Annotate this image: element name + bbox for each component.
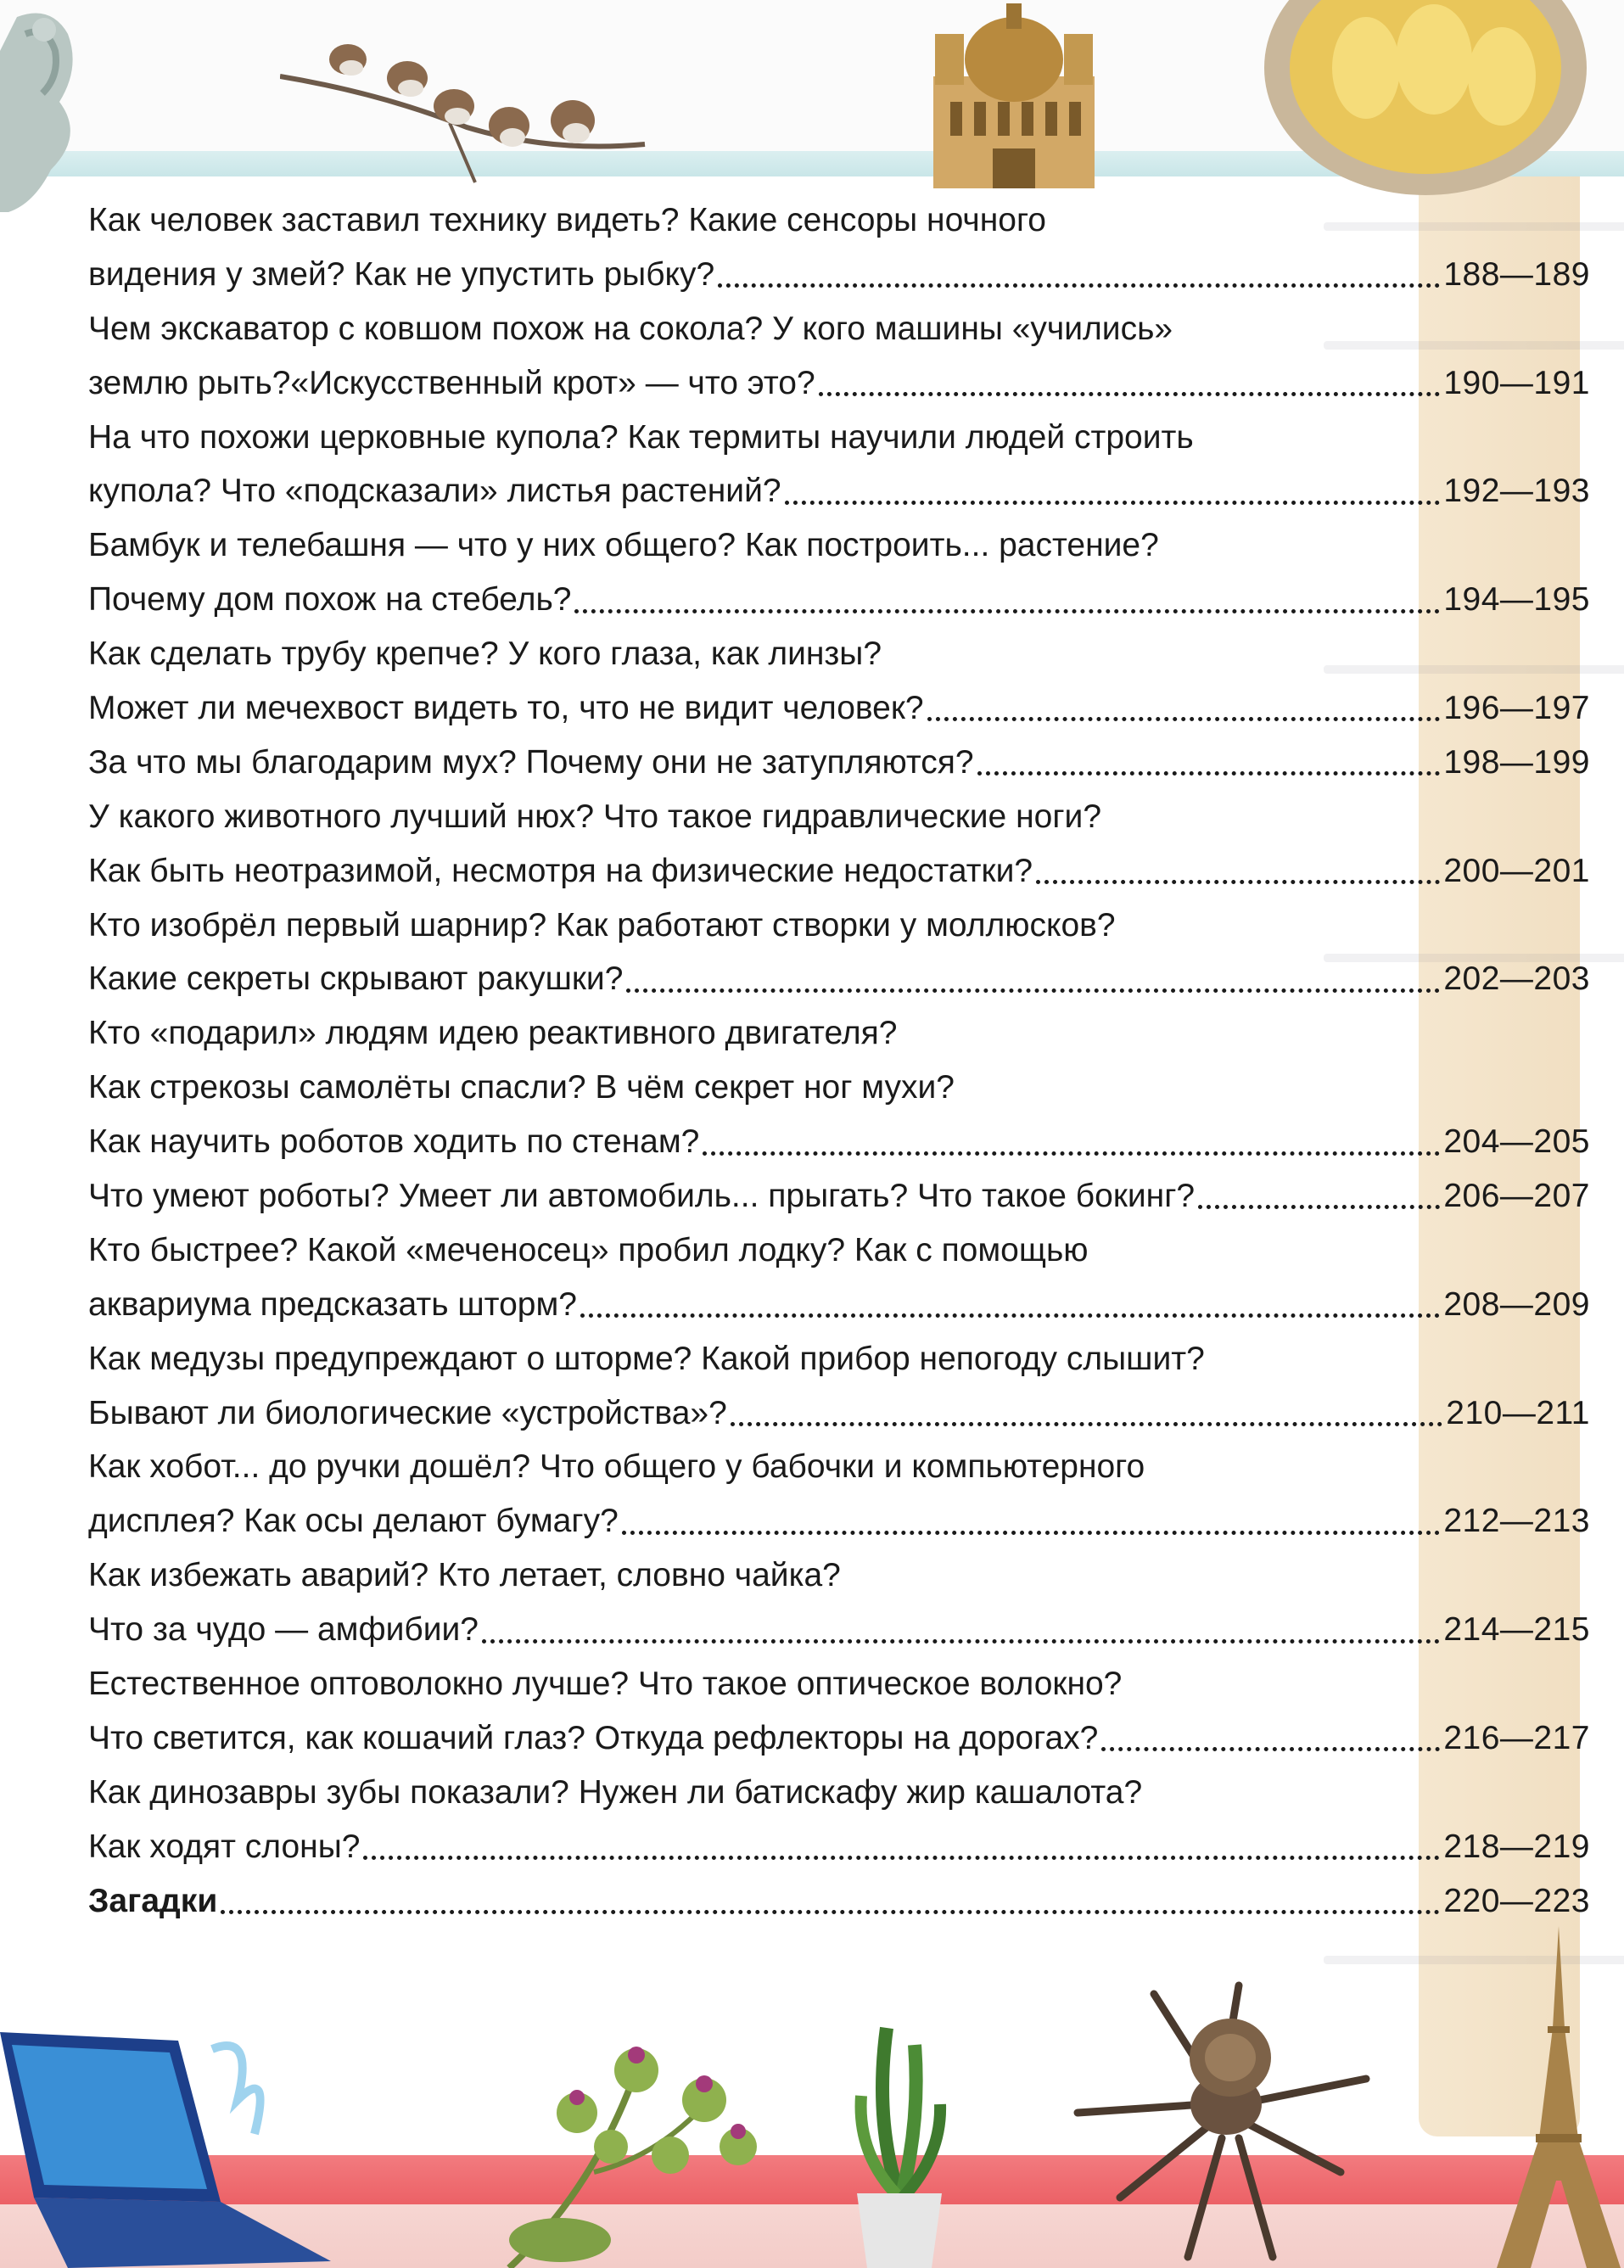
toc-entry-text: землю рыть?«Искусственный крот» — что это? bbox=[88, 364, 815, 401]
toc-entry bbox=[88, 1006, 1590, 1061]
spider-illustration bbox=[1069, 1977, 1375, 2268]
toc-entry bbox=[88, 1494, 1590, 1548]
dot-leader bbox=[785, 501, 1441, 505]
toc-entry-text: Как научить роботов ходить по стенам? bbox=[88, 1123, 700, 1161]
toc-entry bbox=[88, 518, 1590, 573]
toc-entry bbox=[88, 1820, 1590, 1874]
toc-entry bbox=[88, 1440, 1590, 1494]
toc-entry bbox=[88, 844, 1590, 899]
page-range: 194—195 bbox=[1443, 581, 1590, 619]
toc-entry bbox=[88, 1711, 1590, 1766]
toc-entry bbox=[88, 1874, 1590, 1929]
toc-entry bbox=[88, 1169, 1590, 1224]
toc-entry-text: Почему дом похож на стебель? bbox=[88, 581, 572, 619]
page-range: 206—207 bbox=[1443, 1178, 1590, 1215]
toc-entry-text: аквариума предсказать шторм? bbox=[88, 1285, 577, 1323]
toc-entry bbox=[88, 899, 1590, 953]
dot-leader bbox=[626, 988, 1440, 993]
eiffel-tower-illustration bbox=[1493, 1926, 1624, 2268]
toc-entry-text: Как хобот... до ручки дошёл? Что общего у бабочки и компьютерного bbox=[88, 1448, 1145, 1486]
toc-entry bbox=[88, 573, 1590, 627]
toc-entry-text: Естественное оптоволокно лучше? Что такое оптическое волокно? bbox=[88, 1666, 1123, 1703]
dot-leader bbox=[977, 771, 1441, 776]
page-range: 204—205 bbox=[1443, 1123, 1590, 1161]
toc-entry bbox=[88, 1224, 1590, 1278]
toc-entry-text: Кто «подарил» людям идею реактивного двигателя? bbox=[88, 1015, 898, 1052]
dot-leader bbox=[574, 609, 1440, 613]
burdock-plant-illustration bbox=[492, 2019, 772, 2268]
toc-entry-text: дисплея? Как осы делают бумагу? bbox=[88, 1503, 619, 1540]
dot-leader bbox=[703, 1151, 1440, 1156]
toc-entry bbox=[88, 627, 1590, 681]
laptop-illustration bbox=[0, 2015, 331, 2268]
sparrows-on-branch-illustration bbox=[280, 25, 653, 187]
dot-leader bbox=[221, 1910, 1440, 1914]
toc-entry bbox=[88, 1657, 1590, 1711]
dot-leader bbox=[927, 717, 1441, 721]
toc-entry-text: Какие секреты скрывают ракушки? bbox=[88, 960, 624, 998]
toc-entry-text: Как динозавры зубы показали? Нужен ли батискафу жир кашалота? bbox=[88, 1773, 1143, 1811]
page-range: 190—191 bbox=[1443, 364, 1590, 401]
page-range: 214—215 bbox=[1443, 1611, 1590, 1649]
dot-leader bbox=[482, 1639, 1440, 1644]
toc-entry bbox=[88, 790, 1590, 844]
dot-leader bbox=[622, 1531, 1441, 1535]
page-range: 192—193 bbox=[1443, 473, 1590, 510]
toc-entry bbox=[88, 356, 1590, 411]
table-of-contents bbox=[88, 193, 1590, 1929]
page-range: 200—201 bbox=[1443, 852, 1590, 889]
page-range: 188—189 bbox=[1443, 255, 1590, 293]
dot-leader bbox=[718, 283, 1440, 288]
toc-entry bbox=[88, 1603, 1590, 1657]
toc-entry-text: Бывают ли биологические «устройства»? bbox=[88, 1394, 727, 1431]
page-range: 210—211 bbox=[1446, 1394, 1590, 1431]
potted-plant-illustration bbox=[840, 2019, 959, 2268]
toc-entry bbox=[88, 248, 1590, 302]
toc-entry bbox=[88, 1548, 1590, 1603]
page-range: 218—219 bbox=[1443, 1828, 1590, 1865]
toc-entry-text: купола? Что «подсказали» листья растений? bbox=[88, 473, 781, 510]
toc-entry-text: Кто быстрее? Какой «меченосец» пробил лодку? Как с помощью bbox=[88, 1231, 1089, 1268]
toc-entry-text: Как медузы предупреждают о шторме? Какой прибор непогоду слышит? bbox=[88, 1340, 1205, 1377]
toc-entry bbox=[88, 736, 1590, 790]
toc-entry-text: Что умеют роботы? Умеет ли автомобиль... прыгать? Что такое бокинг? bbox=[88, 1178, 1196, 1215]
toc-entry bbox=[88, 1061, 1590, 1115]
dot-leader bbox=[819, 392, 1441, 396]
page-range: 198—199 bbox=[1443, 743, 1590, 781]
toc-entry-text: Что светится, как кошачий глаз? Откуда рефлекторы на дорогах? bbox=[88, 1719, 1099, 1756]
toc-entry-text: За что мы благодарим мух? Почему они не затупляются? bbox=[88, 743, 974, 781]
toc-entry-text: Как избежать аварий? Кто летает, словно чайка? bbox=[88, 1557, 841, 1594]
statue-illustration bbox=[0, 0, 110, 212]
toc-entry bbox=[88, 302, 1590, 356]
dot-leader bbox=[731, 1422, 1442, 1426]
toc-entry bbox=[88, 411, 1590, 465]
page-range: 220—223 bbox=[1443, 1882, 1590, 1919]
toc-entry-text: Чем экскаватор с ковшом похож на сокола? У кого машины «учились» bbox=[88, 310, 1173, 347]
page-range: 202—203 bbox=[1443, 960, 1590, 998]
toc-entry-text: Что за чудо — амфибии? bbox=[88, 1611, 479, 1649]
toc-entry bbox=[88, 1278, 1590, 1332]
toc-entry-text: Кто изобрёл первый шарнир? Как работают створки у моллюсков? bbox=[88, 906, 1116, 944]
dot-leader bbox=[580, 1313, 1440, 1318]
dot-leader bbox=[1198, 1205, 1440, 1209]
toc-entry-text: Как ходят слоны? bbox=[88, 1828, 361, 1865]
page-range: 212—213 bbox=[1443, 1503, 1590, 1540]
dot-leader bbox=[363, 1856, 1440, 1860]
toc-entry bbox=[88, 681, 1590, 736]
toc-entry-text: Как быть неотразимой, несмотря на физические недостатки? bbox=[88, 852, 1033, 889]
toc-entry bbox=[88, 193, 1590, 248]
dot-leader bbox=[1036, 880, 1440, 884]
page-range: 196—197 bbox=[1443, 690, 1590, 727]
toc-entry bbox=[88, 464, 1590, 518]
yarn-basket-illustration bbox=[1264, 0, 1624, 195]
toc-entry-text: Может ли мечехвост видеть то, что не видит человек? bbox=[88, 690, 924, 727]
toc-entry-text: Как стрекозы самолёты спасли? В чём секрет ног мухи? bbox=[88, 1069, 955, 1106]
toc-entry-text: На что похожи церковные купола? Как термиты научили людей строить bbox=[88, 418, 1194, 456]
toc-entry bbox=[88, 1115, 1590, 1169]
toc-entry-text: Загадки bbox=[88, 1882, 218, 1919]
toc-entry bbox=[88, 1766, 1590, 1820]
toc-entry-text: Как сделать трубу крепче? У кого глаза, как линзы? bbox=[88, 636, 882, 673]
toc-entry-text: У какого животного лучший нюх? Что такое гидравлические ноги? bbox=[88, 798, 1102, 835]
cathedral-illustration bbox=[925, 0, 1103, 188]
page-range: 208—209 bbox=[1443, 1285, 1590, 1323]
dot-leader bbox=[1101, 1747, 1440, 1751]
toc-entry bbox=[88, 1332, 1590, 1386]
toc-entry-text: видения у змей? Как не упустить рыбку? bbox=[88, 255, 715, 293]
toc-entry-text: Бамбук и телебашня — что у них общего? Как построить... растение? bbox=[88, 527, 1159, 564]
toc-entry-text: Как человек заставил технику видеть? Какие сенсоры ночного bbox=[88, 202, 1047, 238]
toc-entry bbox=[88, 1386, 1590, 1441]
page-range: 216—217 bbox=[1443, 1719, 1590, 1756]
toc-entry bbox=[88, 952, 1590, 1006]
